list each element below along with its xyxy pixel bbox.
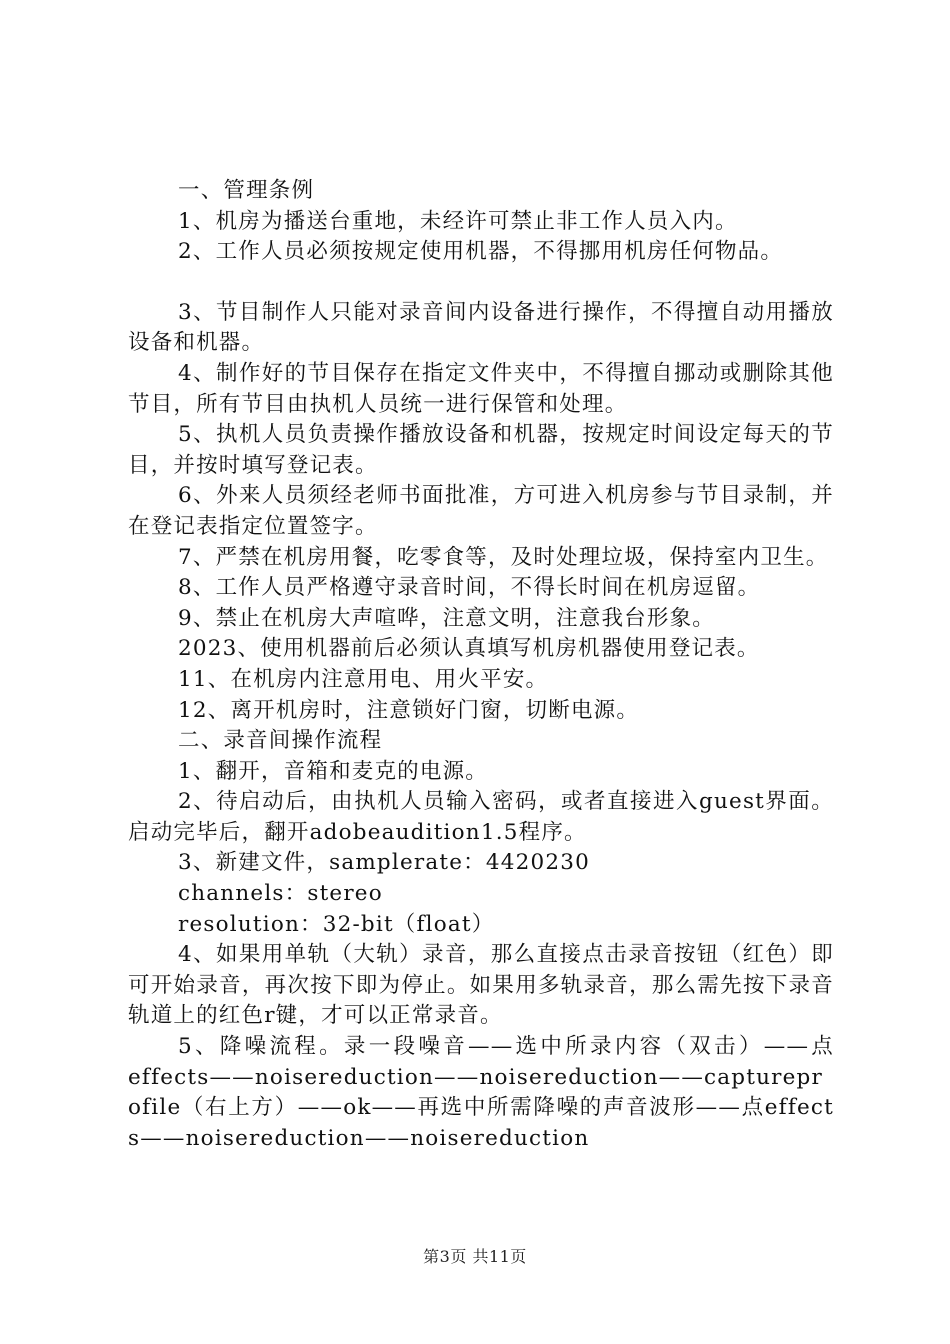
rule-item-9: 9、禁止在机房大声喧哗，注意文明，注意我台形象。: [178, 605, 715, 631]
section-heading-management-rules: 一、管理条例: [178, 178, 315, 203]
rule-item-8: 8、工作人员严格遵守录音时间，不得长时间在机房逗留。: [178, 575, 761, 601]
rule-item-2: 2、工作人员必须按规定使用机器，不得挪用机房任何物品。: [178, 239, 784, 265]
section-heading-recording-procedure: 二、录音间操作流程: [178, 728, 383, 754]
rule-item-11: 11、在机房内注意用电、用火平安。: [178, 666, 549, 692]
procedure-step-5: 5、降噪流程。录一段噪音——选中所录内容（双击）——点 effects——noisereduction——noisereduction——captureprofile（右上方）——ok——再选中所需降噪的声音波形——点effects——noisereduction——noisereduction: [128, 1034, 880, 1151]
procedure-step-1: 1、翻开，音箱和麦克的电源。: [178, 758, 488, 784]
procedure-step-2: 2、待启动后，由执机人员输入密码，或者直接进入guest界面。启动完毕后，翻开adobeaudition1.5程序。: [128, 789, 834, 845]
rule-item-10: 2023、使用机器前后必须认真填写机房机器使用登记表。: [178, 636, 760, 662]
rule-item-1: 1、机房为播送台重地，未经许可禁止非工作人员入内。: [178, 208, 738, 234]
rule-item-4: 4、制作好的节目保存在指定文件夹中，不得擅自挪动或删除其他节目，所有节目由执机人员统一进行保管和处理。: [128, 360, 834, 417]
document-body: [128, 176, 880, 1154]
rule-item-7: 7、严禁在机房用餐，吃零食等，及时处理垃圾，保持室内卫生。: [178, 544, 829, 570]
rule-item-12: 12、离开机房时，注意锁好门窗，切断电源。: [178, 697, 640, 723]
rule-item-5: 5、执机人员负责操作播放设备和机器，按规定时间设定每天的节目，并按时填写登记表。: [128, 422, 834, 478]
procedure-step-3-resolution: resolution：32-bit（float）: [178, 911, 495, 937]
procedure-step-3-channels: channels：stereo: [178, 881, 383, 907]
page-number-footer: 第3页 共11页: [423, 1247, 527, 1266]
rule-item-6: 6、外来人员须经老师书面批准，方可进入机房参与节目录制，并在登记表指定位置签字。: [128, 483, 834, 539]
rule-item-3: 3、节目制作人只能对录音间内设备进行操作，不得擅自动用播放设备和机器。: [128, 299, 834, 356]
procedure-step-3: 3、新建文件，samplerate：4420230: [178, 850, 590, 876]
procedure-step-4: 4、如果用单轨（大轨）录音，那么直接点击录音按钮（红色）即可开始录音，再次按下即为停止。如果用多轨录音，那么需先按下录音轨道上的红色r键，才可以正常录音。: [128, 942, 834, 1029]
